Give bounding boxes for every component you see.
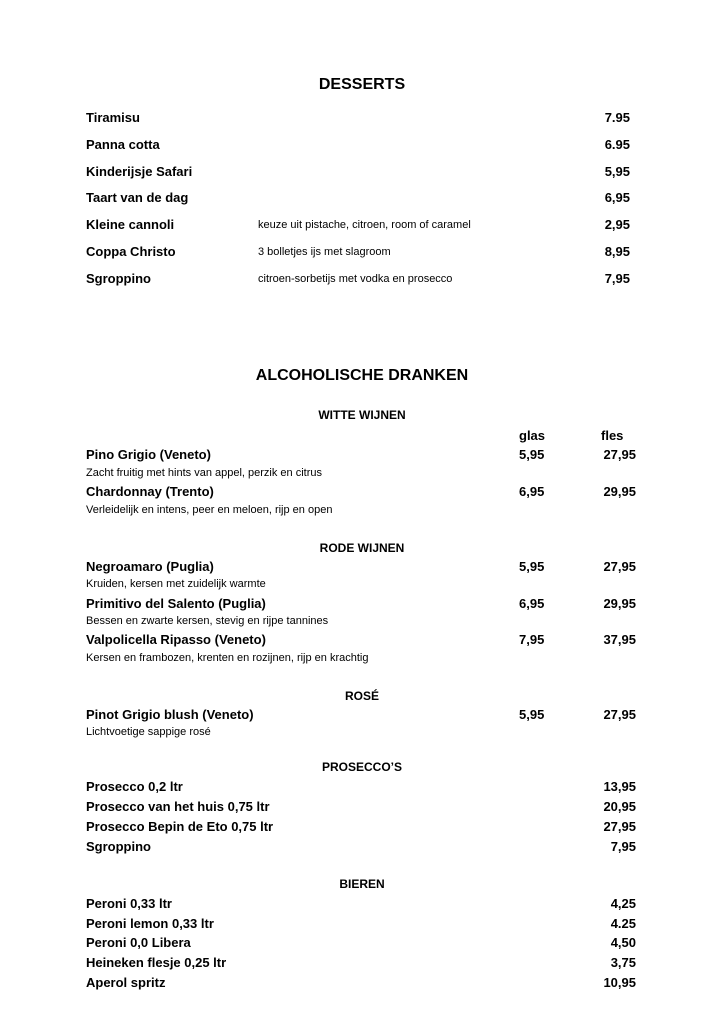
beer-price: 4,25 [610, 896, 636, 911]
beer-name: Heineken flesje 0,25 ltr [86, 955, 227, 970]
column-glass-label: glas [519, 428, 546, 443]
rose-title: ROSÉ [344, 689, 379, 703]
dessert-name: Coppa Christo [86, 244, 176, 259]
prosecco-price: 27,95 [603, 819, 636, 834]
beer-price: 4,50 [610, 935, 636, 950]
beer-price: 4.25 [610, 916, 636, 931]
beer-price: 10,95 [603, 975, 636, 990]
wine-glass-price: 7,95 [519, 632, 545, 647]
wine-bottle-price: 27,95 [603, 559, 636, 574]
wine-name: Valpolicella Ripasso (Veneto) [86, 632, 266, 647]
wine-desc: Kersen en frambozen, krenten en rozijnen, rijp en krachtig [86, 652, 369, 664]
wine-glass-price: 5,95 [519, 447, 545, 462]
dessert-name: Sgroppino [86, 271, 151, 286]
dessert-price: 8,95 [604, 244, 630, 259]
dessert-price: 6,95 [604, 190, 630, 205]
wine-glass-price: 5,95 [519, 559, 545, 574]
wine-name: Pinot Grigio blush (Veneto) [86, 707, 254, 722]
dessert-price: 2,95 [604, 217, 630, 232]
beer-price: 3,75 [610, 955, 636, 970]
alcohol-title: ALCOHOLISCHE DRANKEN [255, 367, 469, 384]
dessert-desc: citroen-sorbetijs met vodka en prosecco [258, 273, 453, 285]
dessert-desc: 3 bolletjes ijs met slagroom [258, 246, 391, 258]
dessert-desc: keuze uit pistache, citroen, room of caramel [258, 219, 471, 231]
prosecco-title: PROSECCO’S [321, 760, 402, 774]
dessert-price: 5,95 [604, 164, 630, 179]
prosecco-name: Prosecco Bepin de Eto 0,75 ltr [86, 819, 274, 834]
wine-desc: Bessen en zwarte kersen, stevig en rijpe tannines [86, 615, 329, 627]
dessert-price: 6.95 [604, 137, 630, 152]
wine-name: Pino Grigio (Veneto) [86, 447, 211, 462]
column-bottle-label: fles [601, 428, 624, 443]
dessert-name: Taart van de dag [86, 190, 189, 205]
wine-glass-price: 6,95 [519, 484, 545, 499]
wine-desc: Kruiden, kersen met zuidelijk warmte [86, 578, 266, 590]
prosecco-name: Prosecco van het huis 0,75 ltr [86, 799, 270, 814]
wine-name: Negroamaro (Puglia) [86, 559, 214, 574]
wine-desc: Verleidelijk en intens, peer en meloen, rijp en open [86, 504, 333, 516]
wine-desc: Lichtvoetige sappige rosé [86, 726, 211, 738]
beer-name: Peroni 0,0 Libera [86, 935, 191, 950]
wine-bottle-price: 27,95 [603, 447, 636, 462]
white-wine-title: WITTE WIJNEN [318, 408, 406, 422]
dessert-price: 7,95 [604, 271, 630, 286]
prosecco-name: Sgroppino [86, 839, 151, 854]
dessert-name: Tiramisu [86, 110, 140, 125]
prosecco-name: Prosecco 0,2 ltr [86, 779, 183, 794]
red-wine-title: RODE WIJNEN [319, 541, 405, 555]
wine-bottle-price: 29,95 [603, 596, 636, 611]
beer-name: Peroni lemon 0,33 ltr [86, 916, 214, 931]
wine-glass-price: 5,95 [519, 707, 545, 722]
wine-glass-price: 6,95 [519, 596, 545, 611]
dessert-name: Kleine cannoli [86, 217, 175, 232]
wine-name: Chardonnay (Trento) [86, 484, 214, 499]
wine-bottle-price: 27,95 [603, 707, 636, 722]
desserts-title: DESSERTS [318, 76, 406, 93]
beer-name: Aperol spritz [86, 975, 166, 990]
dessert-name: Panna cotta [86, 137, 160, 152]
wine-name: Primitivo del Salento (Puglia) [86, 596, 266, 611]
prosecco-price: 13,95 [603, 779, 636, 794]
beer-title: BIEREN [339, 877, 385, 891]
wine-bottle-price: 29,95 [603, 484, 636, 499]
wine-bottle-price: 37,95 [603, 632, 636, 647]
dessert-name: Kinderijsje Safari [86, 164, 193, 179]
wine-desc: Zacht fruitig met hints van appel, perzik en citrus [86, 467, 322, 479]
dessert-price: 7.95 [604, 110, 630, 125]
prosecco-price: 7,95 [610, 839, 636, 854]
beer-name: Peroni 0,33 ltr [86, 896, 172, 911]
prosecco-price: 20,95 [603, 799, 636, 814]
